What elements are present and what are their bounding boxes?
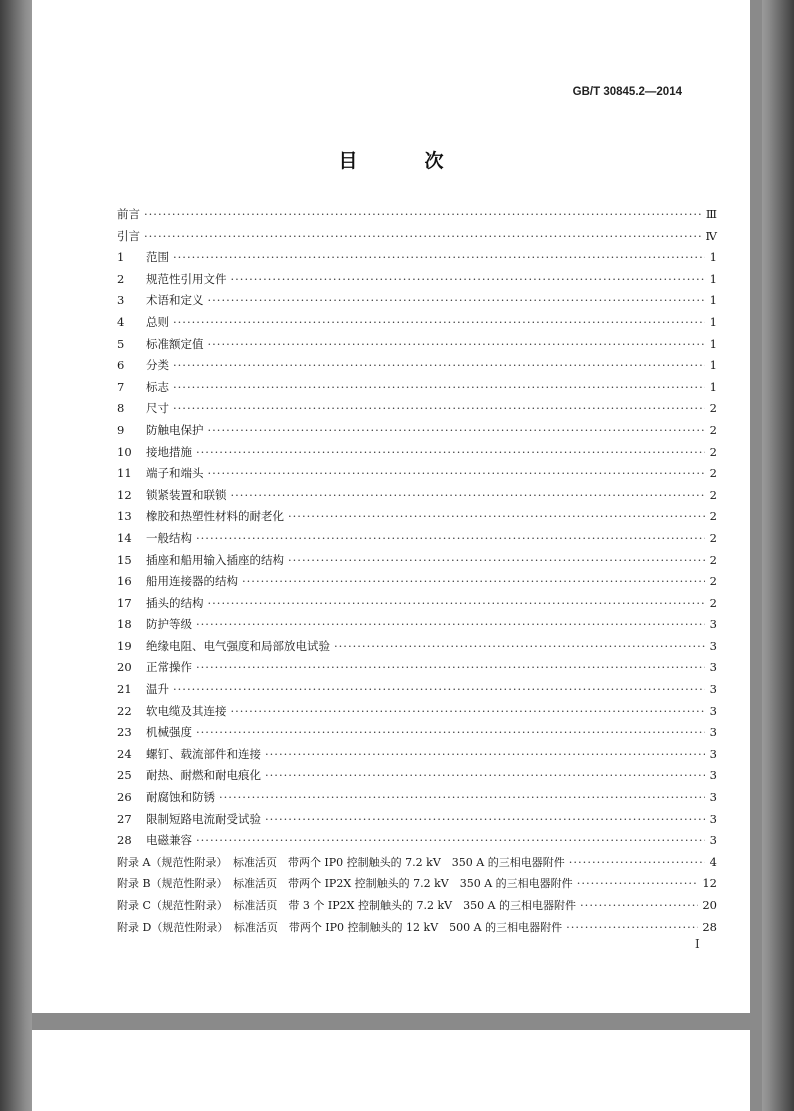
toc-entry-page: 1 — [709, 314, 717, 329]
toc-entry-title: 前言 — [117, 207, 140, 221]
toc-entry-title: 螺钉、载流部件和连接 — [146, 746, 261, 761]
toc-leader-dots — [173, 315, 705, 329]
toc-entry[interactable] — [117, 724, 717, 746]
toc-leader-dots — [144, 229, 702, 243]
toc-leader-dots — [196, 833, 705, 847]
toc-leader-dots — [569, 855, 705, 869]
toc-entry-page: 3 — [709, 660, 717, 675]
toc-entry[interactable] — [117, 854, 717, 876]
toc-entry[interactable] — [117, 789, 717, 811]
toc-entry-title: 防触电保护 — [146, 422, 204, 437]
toc-leader-dots — [580, 898, 698, 912]
toc-entry[interactable] — [117, 465, 717, 487]
toc-entry[interactable] — [117, 314, 717, 336]
toc-entry-title: 尺寸 — [146, 401, 169, 416]
toc-entry[interactable] — [117, 832, 717, 854]
toc-entry-number: 15 — [117, 552, 132, 567]
toc-entry-title: 附录 A（规范性附录） 标准活页 带两个 IP0 控制触头的 7.2 kV 350 A 的三相电器附件 — [117, 855, 565, 869]
toc-entry-page: 3 — [709, 638, 717, 653]
toc-entry-number: 11 — [117, 466, 132, 481]
toc-entry-title: 术语和定义 — [146, 293, 204, 308]
toc-entry[interactable] — [117, 249, 717, 271]
toc-entry-title: 附录 D（规范性附录） 标准活页 带两个 IP0 控制触头的 12 kV 500 A 的三相电器附件 — [117, 920, 563, 934]
toc-leader-dots — [196, 725, 705, 739]
toc-entry-title: 范围 — [146, 250, 169, 265]
toc-entry-number: 25 — [117, 768, 132, 783]
toc-entry-number: 26 — [117, 790, 132, 805]
toc-entry-title: 绝缘电阻、电气强度和局部放电试验 — [146, 638, 330, 653]
toc-leader-dots — [144, 207, 702, 221]
toc-entry[interactable] — [117, 595, 717, 617]
toc-entry-title: 附录 B（规范性附录） 标准活页 带两个 IP2X 控制触头的 7.2 kV 350 A 的三相电器附件 — [117, 877, 573, 891]
next-page-top — [32, 1030, 750, 1111]
toc-leader-dots — [173, 401, 705, 415]
toc-leader-dots — [208, 423, 706, 437]
toc-leader-dots — [196, 531, 705, 545]
toc-entry-title: 电磁兼容 — [146, 833, 192, 848]
toc-leader-dots — [208, 293, 706, 307]
toc-entry-title: 附录 C（规范性附录） 标准活页 带 3 个 IP2X 控制触头的 7.2 kV 350 A 的三相电器附件 — [117, 899, 577, 912]
toc-entry[interactable] — [117, 659, 717, 681]
toc-entry[interactable] — [117, 508, 717, 530]
toc-entry-page: 3 — [709, 811, 717, 826]
toc-entry-number: 2 — [117, 271, 125, 286]
toc-entry-title: 接地措施 — [146, 444, 192, 459]
toc-entry-number: 14 — [117, 530, 132, 545]
toc-entry-page: 2 — [709, 595, 717, 610]
toc-leader-dots — [231, 272, 706, 286]
toc-entry-page: Ⅳ — [705, 228, 717, 243]
toc-entry-number: 5 — [117, 336, 125, 351]
toc-entry-number: 21 — [117, 682, 132, 697]
toc-leader-dots — [231, 488, 706, 502]
toc-entry[interactable] — [117, 336, 717, 358]
toc-entry-page: 1 — [709, 336, 717, 351]
toc-entry-page: 2 — [709, 466, 717, 481]
toc-entry-number: 3 — [117, 293, 125, 308]
toc-entry-title: 耐腐蚀和防锈 — [146, 790, 215, 805]
toc-entry-page: 28 — [702, 919, 717, 934]
toc-entry-page: 1 — [709, 379, 717, 394]
toc-entry-title: 标志 — [146, 379, 169, 394]
toc-entry-number: 18 — [117, 617, 132, 632]
scan-edge-left — [0, 0, 32, 1111]
toc-entry-title: 插头的结构 — [146, 595, 204, 610]
toc-entry-page: 1 — [709, 293, 717, 308]
toc-entry[interactable] — [117, 811, 717, 833]
toc-entry[interactable] — [117, 875, 717, 897]
toc-leader-dots — [265, 768, 705, 782]
toc-entry-page: 1 — [709, 358, 717, 373]
toc-entry-title: 总则 — [146, 314, 169, 329]
toc-leader-dots — [219, 790, 705, 804]
toc-entry[interactable] — [117, 919, 717, 941]
toc-entry[interactable] — [117, 357, 717, 379]
toc-entry-page: 1 — [709, 271, 717, 286]
toc-entry-number: 1 — [117, 250, 125, 265]
toc-entry-number: 19 — [117, 638, 132, 653]
document-page — [32, 0, 750, 1013]
toc-entry-title: 防护等级 — [146, 617, 192, 632]
toc-entry[interactable] — [117, 703, 717, 725]
toc-entry-page: 20 — [702, 898, 717, 912]
toc-entry-number: 17 — [117, 595, 132, 610]
toc-entry[interactable] — [117, 487, 717, 509]
toc-entry[interactable] — [117, 228, 717, 250]
toc-leader-dots — [196, 445, 705, 459]
toc-entry-page: 3 — [709, 725, 717, 740]
toc-entry-page: 4 — [709, 854, 717, 869]
toc-leader-dots — [566, 920, 698, 934]
toc-list — [117, 206, 717, 940]
toc-title: 目 次 — [338, 150, 468, 172]
toc-leader-dots — [208, 337, 706, 351]
toc-entry[interactable] — [117, 530, 717, 552]
toc-entry-number: 8 — [117, 401, 125, 416]
page-number: Ⅰ — [695, 937, 700, 951]
toc-entry-page: 2 — [709, 574, 717, 589]
toc-entry-number: 7 — [117, 379, 125, 394]
toc-entry-page: Ⅲ — [705, 207, 717, 221]
toc-entry-number: 9 — [117, 422, 125, 437]
toc-entry-page: 3 — [709, 768, 717, 783]
toc-entry-page: 3 — [709, 790, 717, 805]
toc-leader-dots — [334, 639, 705, 653]
document-code: GB/T 30845.2—2014 — [572, 86, 682, 98]
toc-entry[interactable] — [117, 422, 717, 444]
toc-entry-title: 软电缆及其连接 — [146, 703, 227, 718]
toc-entry[interactable] — [117, 400, 717, 422]
toc-entry[interactable] — [117, 292, 717, 314]
toc-leader-dots — [577, 876, 699, 890]
toc-leader-dots — [173, 380, 705, 394]
toc-entry-title: 分类 — [146, 358, 169, 373]
toc-entry-number: 16 — [117, 574, 132, 589]
toc-entry-page: 12 — [702, 876, 717, 891]
toc-entry-number: 12 — [117, 487, 132, 502]
toc-entry-title: 标准额定值 — [146, 336, 204, 351]
toc-entry-page: 2 — [709, 509, 717, 524]
toc-entry[interactable] — [117, 638, 717, 660]
toc-leader-dots — [208, 596, 706, 610]
toc-leader-dots — [265, 812, 705, 826]
toc-entry-title: 端子和端头 — [146, 466, 204, 481]
toc-entry-page: 2 — [709, 487, 717, 502]
toc-entry[interactable] — [117, 552, 717, 574]
toc-entry-number: 23 — [117, 725, 132, 740]
toc-entry-number: 22 — [117, 703, 132, 718]
toc-entry-title: 引言 — [117, 228, 140, 243]
toc-entry-page: 3 — [709, 703, 717, 718]
toc-entry-title: 温升 — [146, 682, 169, 697]
toc-leader-dots — [231, 704, 706, 718]
scan-edge-right — [762, 0, 794, 1111]
toc-entry-number: 13 — [117, 509, 132, 524]
toc-leader-dots — [173, 682, 705, 696]
toc-leader-dots — [265, 747, 705, 761]
toc-entry-number: 24 — [117, 746, 132, 761]
toc-entry-title: 耐热、耐燃和耐电痕化 — [146, 768, 261, 783]
toc-entry-page: 2 — [709, 444, 717, 459]
toc-leader-dots — [196, 660, 705, 674]
toc-leader-dots — [288, 553, 705, 567]
toc-entry-page: 2 — [709, 401, 717, 416]
toc-entry-title: 正常操作 — [146, 660, 192, 675]
toc-entry-title: 规范性引用文件 — [146, 271, 227, 286]
toc-entry-title: 船用连接器的结构 — [146, 574, 238, 589]
toc-entry-number: 28 — [117, 833, 132, 848]
toc-entry-page: 2 — [709, 552, 717, 567]
toc-entry[interactable] — [117, 897, 717, 919]
toc-entry[interactable] — [117, 573, 717, 595]
toc-entry-page: 3 — [709, 746, 717, 761]
toc-leader-dots — [173, 250, 705, 264]
toc-leader-dots — [196, 617, 705, 631]
toc-entry-page: 1 — [709, 250, 717, 265]
toc-entry[interactable] — [117, 681, 717, 703]
toc-entry-title: 插座和船用输入插座的结构 — [146, 552, 284, 567]
toc-leader-dots — [208, 466, 706, 480]
toc-entry[interactable] — [117, 444, 717, 466]
toc-entry-page: 3 — [709, 682, 717, 697]
toc-entry-number: 6 — [117, 358, 125, 373]
toc-entry-title: 限制短路电流耐受试验 — [146, 811, 261, 826]
toc-entry-title: 机械强度 — [146, 725, 192, 740]
toc-entry-page: 3 — [709, 617, 717, 632]
toc-entry-title: 锁紧装置和联锁 — [146, 487, 227, 502]
toc-entry-page: 2 — [709, 422, 717, 437]
toc-entry-number: 20 — [117, 660, 132, 675]
toc-entry[interactable] — [117, 746, 717, 768]
toc-entry[interactable] — [117, 271, 717, 293]
toc-leader-dots — [288, 509, 705, 523]
toc-leader-dots — [242, 574, 705, 588]
toc-entry-page: 2 — [709, 530, 717, 545]
toc-entry-number: 27 — [117, 811, 132, 826]
toc-entry[interactable] — [117, 379, 717, 401]
toc-entry-number: 4 — [117, 314, 125, 329]
toc-entry-title: 一般结构 — [146, 530, 192, 545]
toc-entry[interactable] — [117, 206, 717, 228]
toc-entry-number: 10 — [117, 444, 132, 459]
toc-entry[interactable] — [117, 767, 717, 789]
toc-entry-title: 橡胶和热塑性材料的耐老化 — [146, 509, 284, 524]
toc-entry[interactable] — [117, 616, 717, 638]
toc-entry-page: 3 — [709, 833, 717, 848]
toc-leader-dots — [173, 358, 705, 372]
